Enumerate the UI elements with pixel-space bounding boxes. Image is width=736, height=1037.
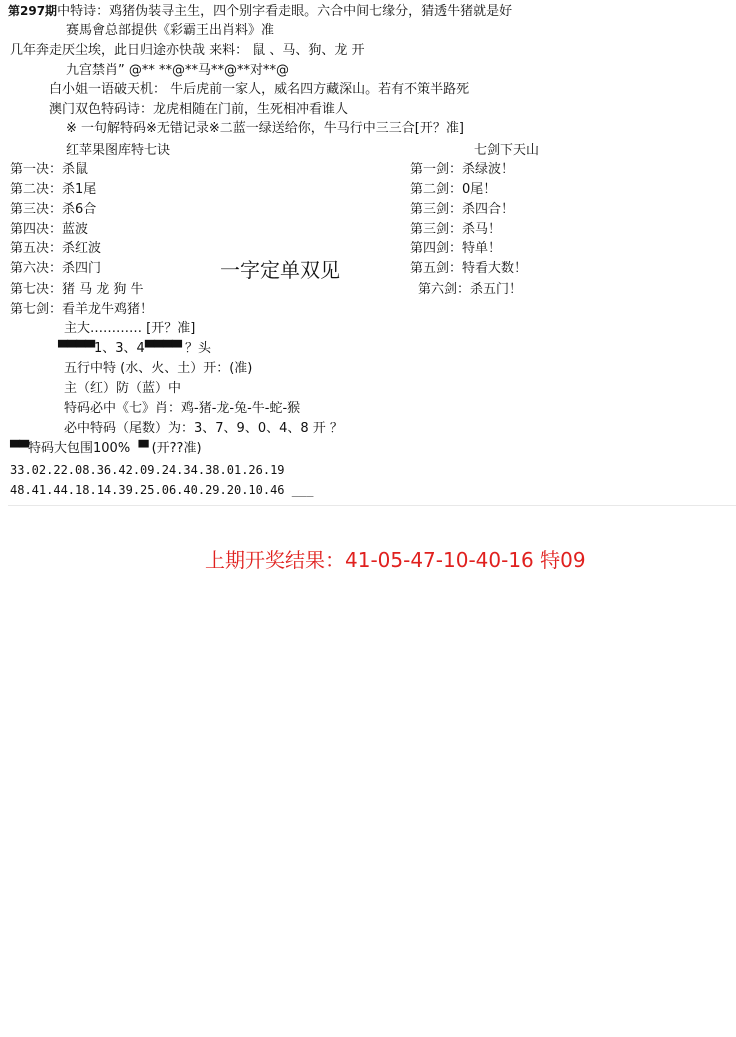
bai-xiaojie-line: 白小姐一语破天机： 牛后虎前一家人，威名四方藏深山。若有不策半路死 xyxy=(49,82,470,97)
right-item-2 xyxy=(410,181,496,199)
numbers-row-1: 33.02.22.08.36.42.09.24.34.38.01.26.19 xyxy=(10,463,285,477)
left-item-text: 蓝波 xyxy=(62,222,89,237)
left-item-8 xyxy=(10,301,153,319)
right-item-text: 杀绿波！ xyxy=(462,162,515,177)
wei-shu-line: 必中特码（尾数）为：3、7、9、0、4、8 开 ？ xyxy=(64,421,343,436)
right-item-text: 特看大数！ xyxy=(462,261,528,276)
right-item-1 xyxy=(410,161,514,179)
left-item-5 xyxy=(10,240,101,258)
left-item-text: 杀鼠 xyxy=(62,162,89,177)
left-item-4 xyxy=(10,221,88,239)
wuxing-line: 五行中特 (水、火、土）开：(准) xyxy=(64,361,253,376)
provider-line: 赛馬會总部提供《彩霸王出肖料》准 xyxy=(66,23,275,38)
header-line-1 xyxy=(8,2,512,21)
left-col-title: 红苹果图库特七诀 xyxy=(66,143,171,158)
left-item-label: 第五决： xyxy=(10,241,63,256)
right-item-5 xyxy=(410,240,501,258)
right-item-label: 第五剑： xyxy=(410,261,463,276)
left-item-text: 杀红波 xyxy=(62,241,102,256)
heads-numbers: 1、3、4 xyxy=(94,341,145,356)
right-item-label: 第一剑： xyxy=(410,162,463,177)
left-item-7 xyxy=(10,281,144,299)
left-item-text: 杀6合 xyxy=(62,202,97,217)
issue-number: 第297期 xyxy=(8,4,58,18)
poem-label: 中特诗： xyxy=(57,4,110,19)
left-item-label: 第七剑： xyxy=(10,302,63,317)
heads-line xyxy=(58,340,211,358)
right-item-label: 第三剑： xyxy=(410,202,463,217)
right-item-text: 杀马！ xyxy=(462,222,502,237)
left-item-label: 第二决： xyxy=(10,182,63,197)
right-item-label: 第二剑： xyxy=(410,182,463,197)
right-item-label: 第四剑： xyxy=(410,241,463,256)
zhu-hong-line: 主（红）防（蓝）中 xyxy=(64,381,182,396)
previous-result: 上期开奖结果：41-05-47-10-40-16 特09 xyxy=(205,548,586,572)
poem-text: 鸡猪伪装寻主生，四个别字看走眼。六合中间七缘分，猜透牛猪就是好 xyxy=(109,4,513,19)
left-item-1 xyxy=(10,161,88,179)
zhu-da-line: 主大………… [开？准] xyxy=(64,321,196,336)
left-item-2 xyxy=(10,181,96,199)
right-item-3 xyxy=(410,201,514,219)
center-advert: 一字定单双见 xyxy=(220,258,340,282)
left-item-label: 第一决： xyxy=(10,162,63,177)
left-item-text: 杀1尾 xyxy=(62,182,97,197)
numbers-row-2: 48.41.44.18.14.39.25.06.40.29.20.10.46 ___ xyxy=(10,483,314,497)
blank-area xyxy=(0,520,736,1037)
nine-palace-line: 九宫禁肖” @** **@**马**@**对**@ xyxy=(66,63,289,78)
right-item-text: 杀五门！ xyxy=(470,282,523,297)
left-item-label: 第三决： xyxy=(10,202,63,217)
bar-decoration: ▀▀▀▀ xyxy=(58,341,94,356)
right-item-4 xyxy=(410,221,501,239)
left-item-text: 猪 马 龙 狗 牛 xyxy=(62,282,144,297)
bi-zhong-line: 特码必中《七》肖：鸡-猪-龙-兔-牛-蛇-猴 xyxy=(64,401,301,416)
one-sentence-line: ※ 一句解特码※无错记录※二蓝一绿送给你，牛马行中三三合[开？准] xyxy=(66,121,464,136)
bao-wei-label: 特码大包围100% xyxy=(28,441,131,456)
right-item-6 xyxy=(410,260,527,278)
right-item-label: 第六剑： xyxy=(418,282,471,297)
bao-wei-tail: (开??准) xyxy=(147,441,202,456)
left-item-label: 第六决： xyxy=(10,261,63,276)
right-item-text: 杀四合！ xyxy=(462,202,515,217)
left-item-label: 第四决： xyxy=(10,222,63,237)
left-item-label: 第七决： xyxy=(10,282,63,297)
heads-tail: ？头 xyxy=(180,341,211,356)
bao-wei-line xyxy=(10,440,202,458)
bar-decoration: ▀▀ xyxy=(10,441,28,456)
right-item-7 xyxy=(418,281,522,299)
macau-poem-line: 澳门双色特码诗：龙虎相随在门前，生死相冲看谁人 xyxy=(49,102,349,117)
come-material-line: 几年奔走厌尘埃，此日归途亦快哉 来料： 鼠 、马、狗、龙 开 xyxy=(10,43,365,58)
left-item-6 xyxy=(10,260,101,278)
left-item-text: 看羊龙牛鸡猪！ xyxy=(62,302,154,317)
right-item-text: 特单！ xyxy=(462,241,502,256)
left-item-3 xyxy=(10,201,96,219)
right-item-label: 第三剑： xyxy=(410,222,463,237)
divider xyxy=(8,505,736,506)
right-col-title: 七剑下天山 xyxy=(474,143,540,158)
right-item-text: 0尾！ xyxy=(462,182,497,197)
bar-decoration: ▀ xyxy=(138,441,148,456)
left-item-text: 杀四门 xyxy=(62,261,102,276)
bar-decoration: ▀▀▀▀ xyxy=(144,341,181,356)
